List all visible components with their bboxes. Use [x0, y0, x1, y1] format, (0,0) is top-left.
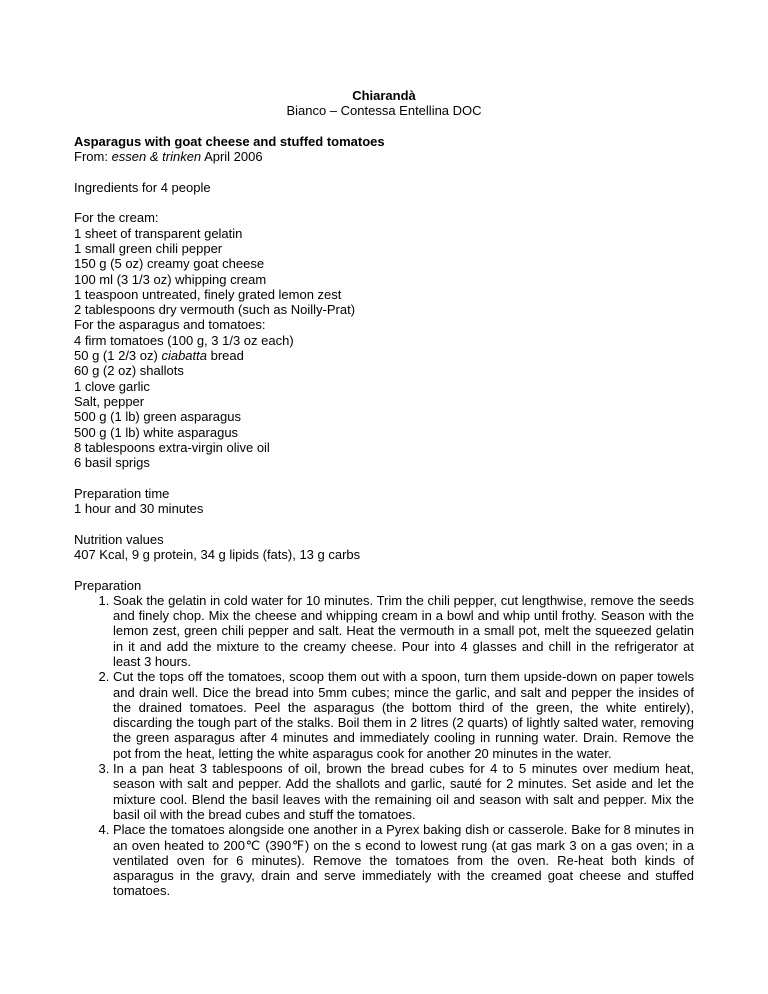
ciabatta-prefix: 50 g (1 2/3 oz)	[74, 348, 162, 364]
ciabatta-word: ciabatta	[161, 348, 207, 364]
recipe-source	[74, 149, 694, 164]
prep-time-label: Preparation time	[74, 485, 170, 501]
ingredient-item: 500 g (1 lb) white asparagus	[74, 424, 239, 440]
spacer	[74, 470, 694, 485]
spacer	[74, 516, 694, 531]
ingredient-item: 150 g (5 oz) creamy goat cheese	[74, 256, 265, 272]
preparation-steps	[74, 593, 694, 899]
ingredient-item: 100 ml (3 1/3 oz) whipping cream	[74, 271, 267, 287]
wine-name: Chiarandà	[352, 88, 416, 103]
ingredient-item: 1 clove garlic	[74, 378, 150, 394]
preparation-step: 4. Place the tomatoes alongside one another in a Pyrex baking dish or casserole. Bake for 8 minutes in an oven heated to 200℃ (390℉) on the s econd to lowest rung (at gas mark 3 on a gas oven; in a ventilated oven for 6 minutes). Remove the tomatoes from the oven. Re-heat both kinds of asparagus in the gravy, drain and serve immediately with the creamed goat cheese and stuffed tomatoes.	[113, 822, 694, 898]
nutrition-value: 407 Kcal, 9 g protein, 34 g lipids (fats), 13 g carbs	[74, 546, 361, 562]
ciabatta-suffix: bread	[207, 348, 244, 364]
ingredient-item: 2 tablespoons dry vermouth (such as Noilly-Prat)	[74, 302, 356, 318]
ingredient-item: 500 g (1 lb) green asparagus	[74, 409, 241, 425]
wine-subtitle: Bianco – Contessa Entellina DOC	[286, 103, 482, 119]
preparation-step: 2. Cut the tops off the tomatoes, scoop them out with a spoon, turn them upside-down on paper towels and drain well. Dice the bread into 5mm cubes; mince the garlic, and salt and pepper the insides of the drained tomatoes. Peel the asparagus (the bottom third of the green, the white entirely), discarding the tough part of the stalks. Boil them in 2 litres (2 quarts) of lightly salted water, removing the green asparagus after 4 minutes and immediately cooling in running water. Drain. Remove the pot from the heat, letting the white asparagus cook for another 20 minutes in the water.	[113, 669, 694, 761]
spacer	[74, 164, 694, 179]
source-magazine: essen & trinken	[111, 149, 202, 165]
preparation-label: Preparation	[74, 577, 142, 593]
asparagus-ingredient-list	[74, 333, 694, 471]
servings: Ingredients for 4 people	[74, 179, 211, 195]
source-prefix: From:	[74, 149, 112, 165]
ingredient-item: 4 firm tomatoes (100 g, 3 1/3 oz each)	[74, 332, 294, 348]
spacer	[74, 195, 694, 210]
asparagus-heading: For the asparagus and tomatoes:	[74, 317, 266, 333]
prep-time-value: 1 hour and 30 minutes	[74, 501, 204, 517]
cream-ingredient-list	[74, 226, 694, 318]
ingredient-item: Salt, pepper	[74, 393, 145, 409]
source-date: April 2006	[201, 149, 263, 165]
nutrition-label: Nutrition values	[74, 531, 164, 547]
ingredient-item: 1 sheet of transparent gelatin	[74, 225, 243, 241]
ingredient-item: 1 teaspoon untreated, finely grated lemon zest	[74, 286, 342, 302]
spacer	[74, 119, 694, 134]
ingredient-item: 6 basil sprigs	[74, 455, 150, 471]
ingredient-item: 1 small green chili pepper	[74, 240, 223, 256]
preparation-step: 1. Soak the gelatin in cold water for 10 minutes. Trim the chili pepper, cut lengthwise, remove the seeds and finely chop. Mix the cheese and whipping cream in a bowl and whip until frothy. Season with the lemon zest, green chili pepper and salt. Heat the vermouth in a small pot, melt the squeezed gelatin in it and add the mixture to the creamy cheese. Pour into 4 glasses and chill in the refrigerator at least 3 hours.	[113, 593, 694, 669]
ingredient-item: 8 tablespoons extra-virgin olive oil	[74, 439, 270, 455]
spacer	[74, 562, 694, 577]
ingredient-item: 60 g (2 oz) shallots	[74, 363, 184, 379]
ingredient-item-ciabatta	[74, 348, 694, 363]
cream-heading: For the cream:	[74, 210, 159, 226]
preparation-step: 3. In a pan heat 3 tablespoons of oil, brown the bread cubes for 4 to 5 minutes over medium heat, season with salt and pepper. Add the shallots and garlic, sauté for 2 minutes. Set aside and let the mixture cool. Blend the basil leaves with the remaining oil and season with salt and pepper. Mix the basil oil with the bread cubes and stuff the tomatoes.	[113, 761, 694, 822]
recipe-title: Asparagus with goat cheese and stuffed tomatoes	[74, 133, 385, 149]
